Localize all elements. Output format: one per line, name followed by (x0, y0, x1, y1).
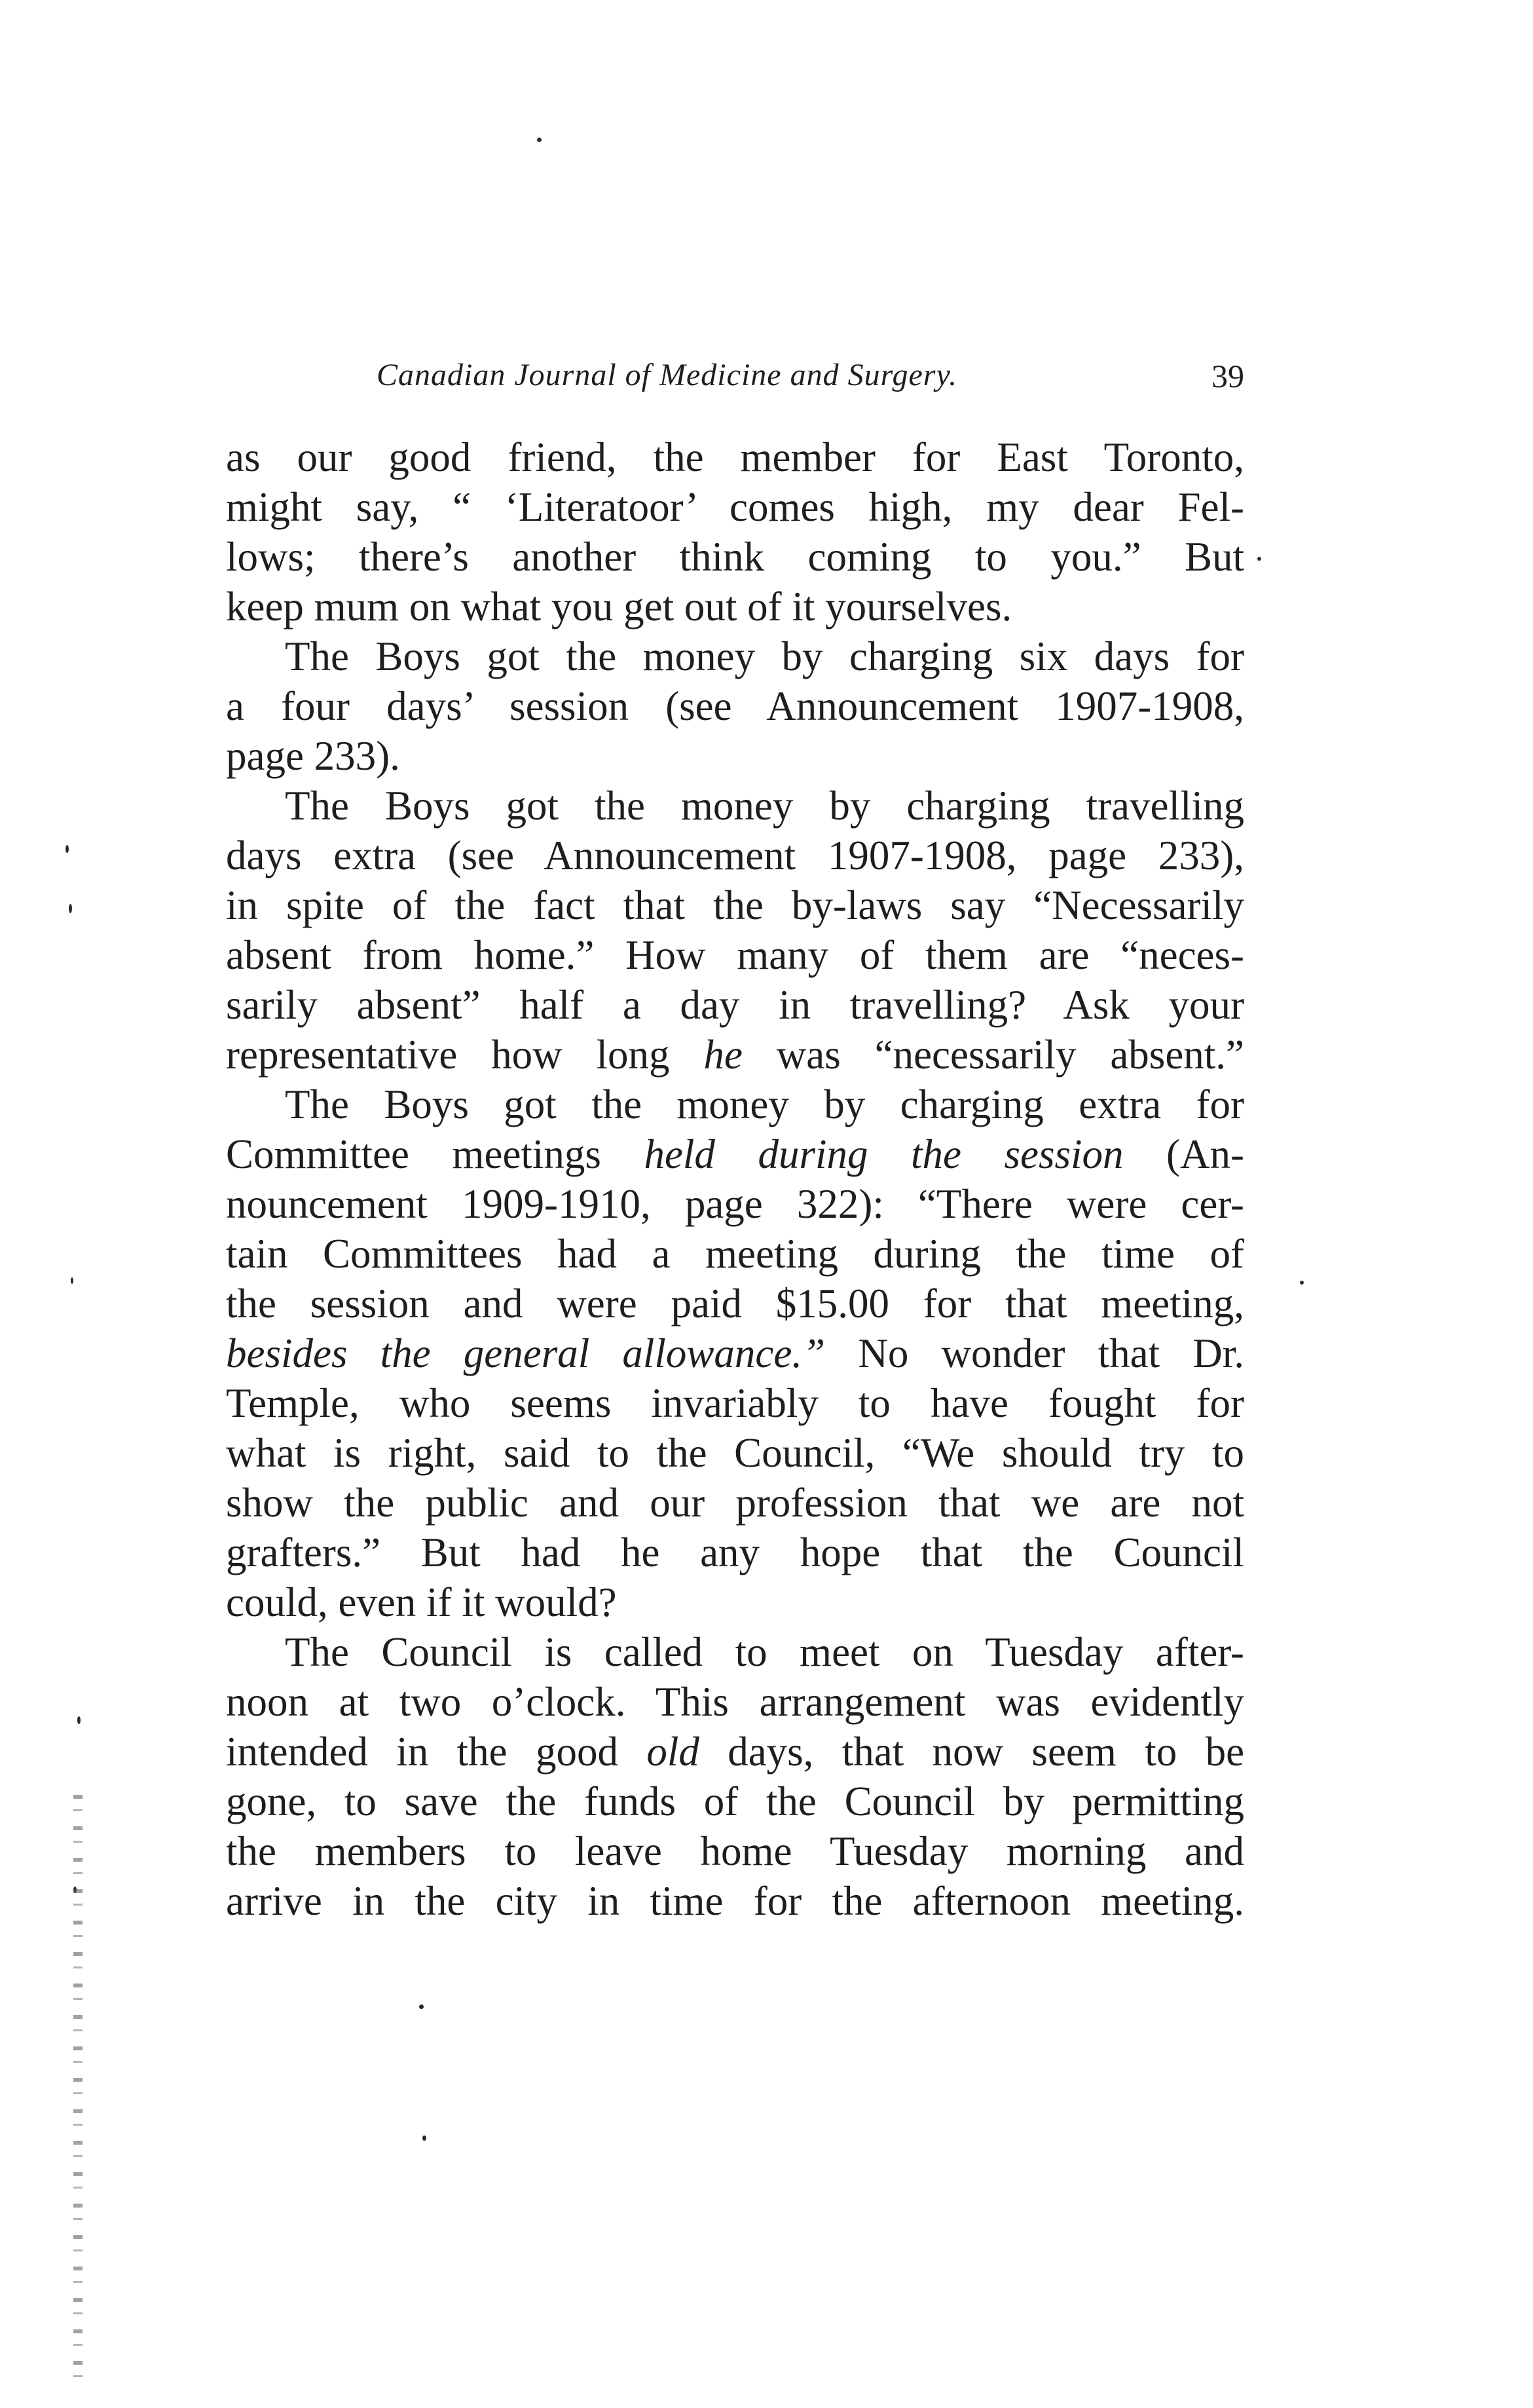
text-line: arrive in the city in time for the afternoon meeting. (226, 1878, 1244, 1924)
text-line: The Council is called to meet on Tuesday after- (285, 1629, 1244, 1675)
page-number: 39 (1211, 358, 1244, 394)
text-line: tain Committees had a meeting during the time of (226, 1231, 1244, 1277)
text-line: in spite of the fact that the by-laws say “Necessarily (226, 882, 1244, 928)
text-line (226, 1727, 1244, 1777)
text-line (226, 1328, 1244, 1378)
text-segment: was “necessarily absent.” (776, 1032, 1244, 1078)
scan-speck (65, 845, 69, 853)
text-line: gone, to save the funds of the Council by permitting (226, 1778, 1244, 1824)
italic-segment: held during the session (644, 1131, 1124, 1177)
text-line: show the public and our profession that we are not (226, 1480, 1244, 1526)
text-line (226, 1030, 1244, 1080)
text-line: days extra (see Announcement 1907-1908, page 233), (226, 833, 1244, 878)
text-segment: days, that now seem to be (728, 1729, 1245, 1775)
text-segment: intended in the good (226, 1729, 618, 1775)
body-text (226, 432, 1244, 1926)
text-line: keep mum on what you get out of it yourselves. (226, 584, 1012, 630)
italic-segment: he (703, 1032, 743, 1078)
scan-speck (71, 1277, 73, 1284)
text-line: lows; there’s another think coming to you.” But (226, 534, 1244, 580)
text-line: could, even if it would? (226, 1579, 617, 1625)
text-line (226, 1129, 1244, 1179)
text-line: The Boys got the money by charging travelling (285, 783, 1244, 829)
text-line: grafters.” But had he any hope that the Council (226, 1530, 1244, 1575)
scan-speck (537, 138, 542, 142)
text-line: absent from home.” How many of them are “neces- (226, 932, 1244, 978)
text-line: The Boys got the money by charging six days for (285, 633, 1244, 679)
text-segment: Committee meetings (226, 1131, 601, 1177)
text-line: Temple, who seems invariably to have fought for (226, 1380, 1244, 1426)
text-line: The Boys got the money by charging extra for (285, 1082, 1244, 1127)
text-line: sarily absent” half a day in travelling? Ask your (226, 982, 1244, 1028)
scan-margin-noise (73, 1795, 83, 2384)
text-line: a four days’ session (see Announcement 1907-1908, (226, 683, 1244, 729)
scan-speck (69, 904, 72, 913)
scan-speck (422, 2135, 426, 2141)
scan-speck (77, 1716, 81, 1724)
text-line: might say, “ ‘Literatoor’ comes high, my dear Fel- (226, 484, 1244, 530)
text-line: what is right, said to the Council, “We should try to (226, 1430, 1244, 1476)
text-line: as our good friend, the member for East Toronto, (226, 434, 1244, 480)
scan-speck (1257, 557, 1261, 561)
text-segment: representative how long (226, 1032, 670, 1078)
italic-segment: old (646, 1729, 699, 1775)
text-line: page 233). (226, 733, 400, 779)
running-title: Canadian Journal of Medicine and Surgery. (377, 358, 958, 392)
text-line: noon at two o’clock. This arrangement was evidently (226, 1679, 1244, 1725)
page-header (226, 357, 1244, 409)
italic-segment: besides the general allowance.” (226, 1330, 826, 1376)
text-line: the session and were paid $15.00 for that meeting, (226, 1281, 1244, 1326)
text-segment: No wonder that Dr. (858, 1330, 1245, 1376)
scan-speck (419, 2004, 424, 2009)
scan-speck (1300, 1281, 1304, 1285)
text-line: the members to leave home Tuesday morning and (226, 1828, 1244, 1874)
text-segment: (An- (1166, 1131, 1245, 1177)
text-line: nouncement 1909-1910, page 322): “There were cer- (226, 1181, 1244, 1227)
